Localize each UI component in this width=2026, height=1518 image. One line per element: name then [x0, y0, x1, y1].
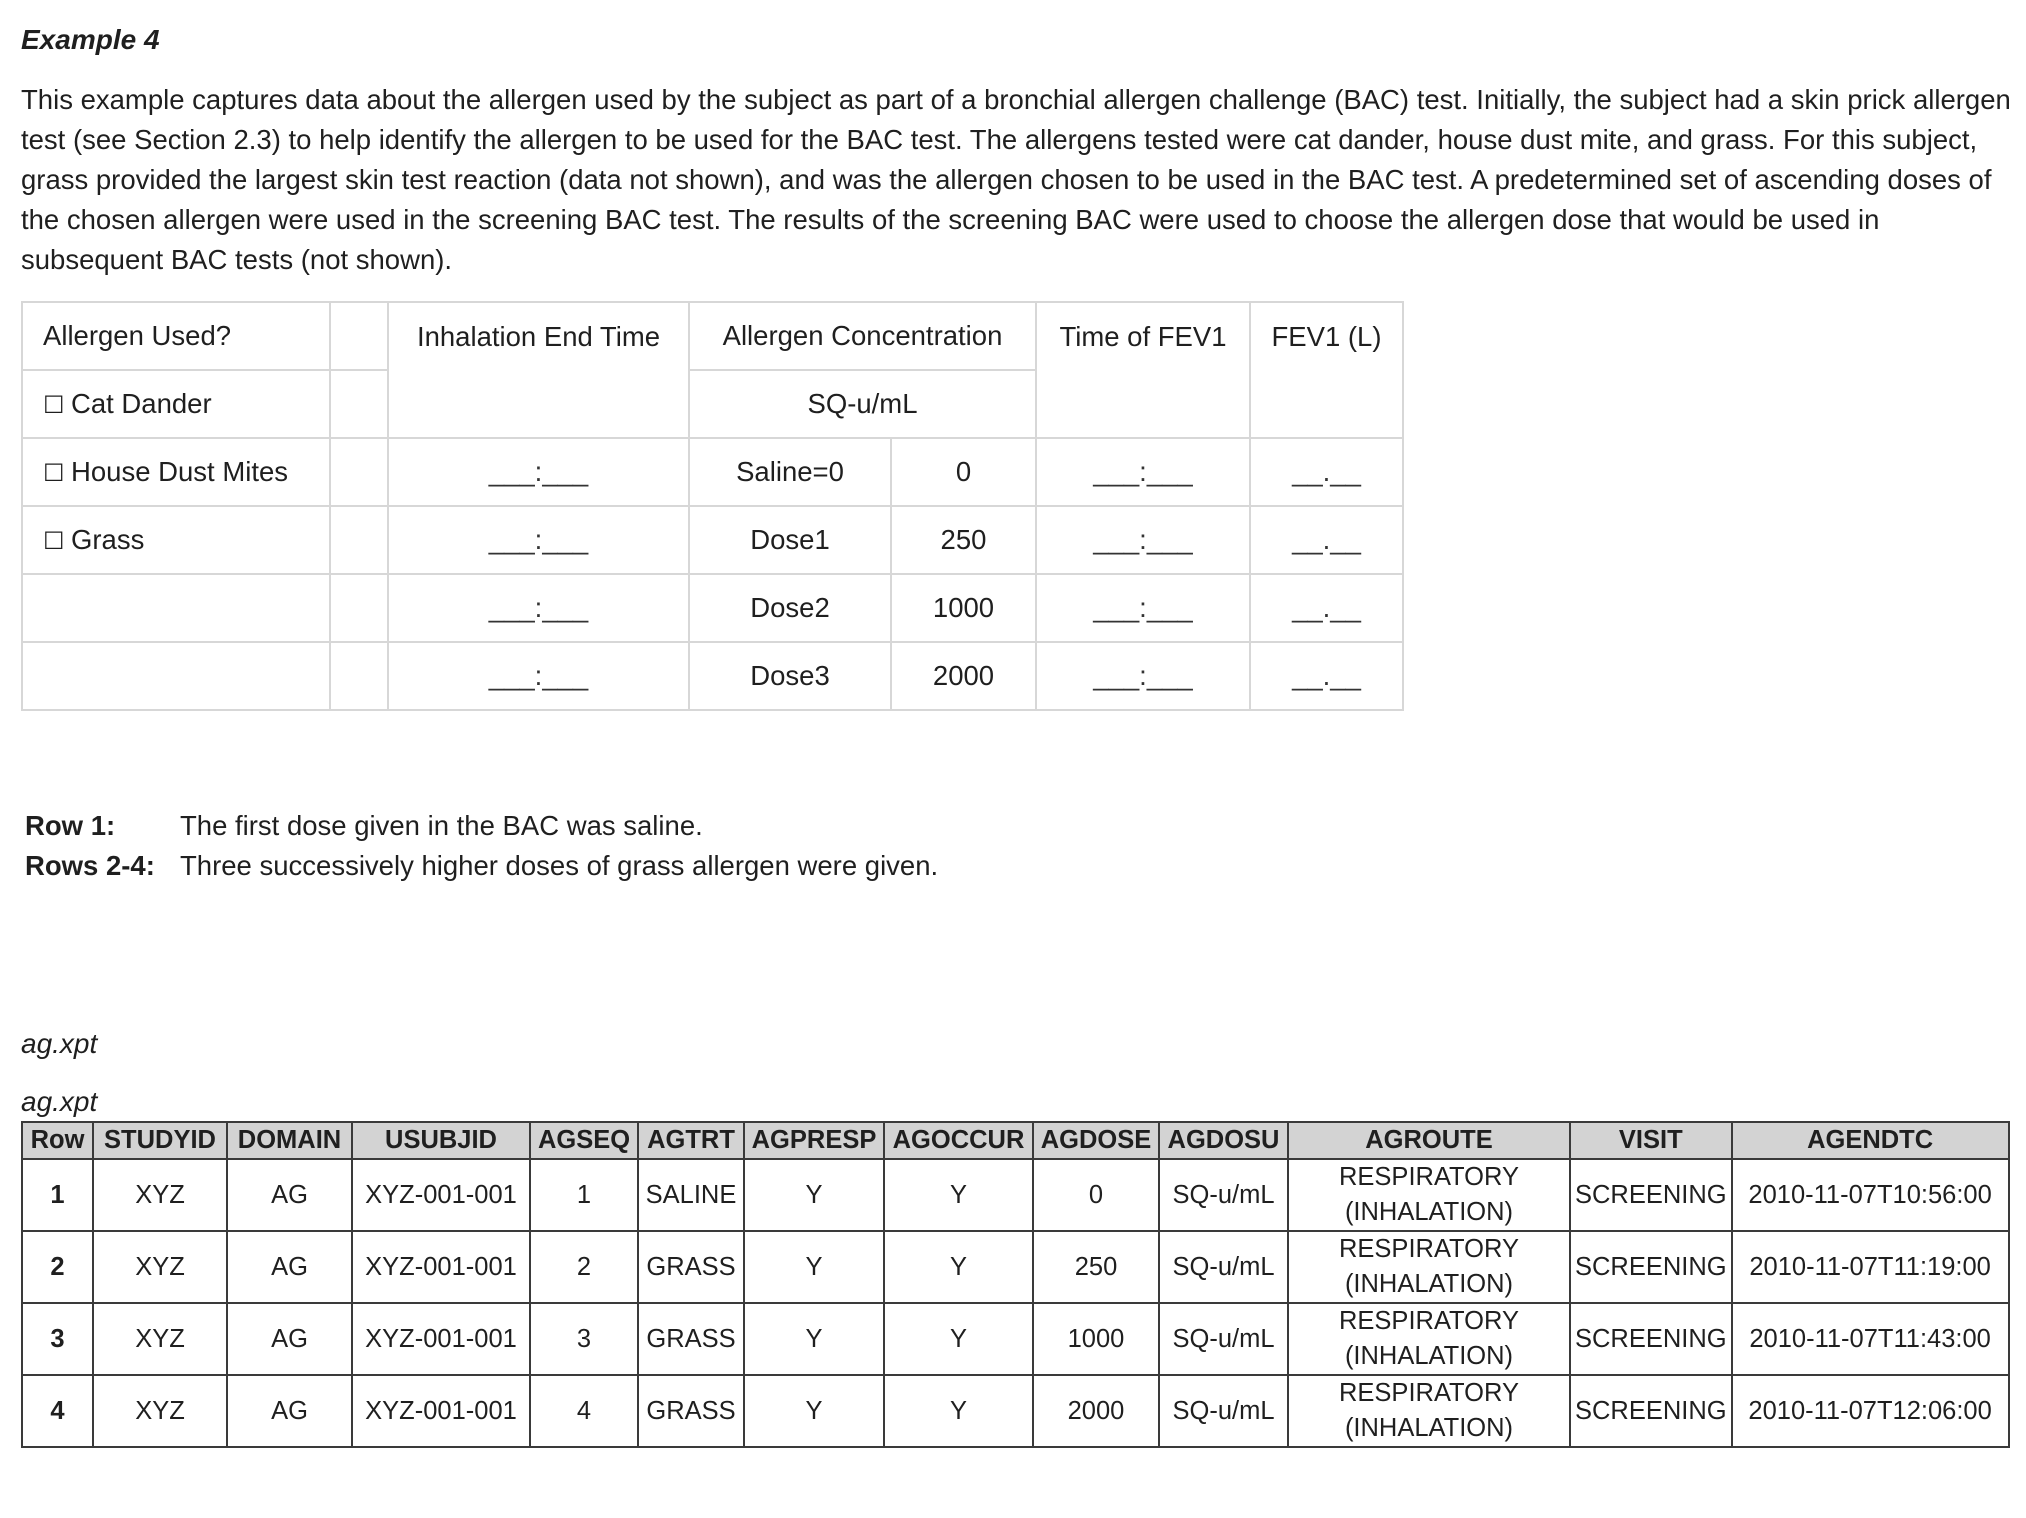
dataset-label: ag.xpt [21, 1028, 98, 1059]
cell-agoccur: Y [884, 1231, 1033, 1303]
cell-row: 3 [22, 1303, 93, 1375]
cell-agtrt: GRASS [638, 1303, 744, 1375]
cell-agroute: RESPIRATORY (INHALATION) [1288, 1375, 1570, 1447]
spacer-cell [330, 370, 388, 438]
column-header-agpresp: AGPRESP [744, 1122, 884, 1159]
checkbox-icon[interactable]: ☐ [43, 528, 65, 555]
cell-agroute: RESPIRATORY (INHALATION) [1288, 1231, 1570, 1303]
fev1-time-field[interactable]: ___:___ [1036, 438, 1250, 506]
cell-agpresp: Y [744, 1303, 884, 1375]
concentration-unit: SQ-u/mL [689, 370, 1036, 438]
header-fev1: FEV1 (L) [1250, 302, 1403, 438]
cell-agdose: 2000 [1033, 1375, 1159, 1447]
cell-agseq: 1 [530, 1159, 638, 1231]
empty-cell [22, 574, 330, 642]
checkbox-icon[interactable]: ☐ [43, 460, 65, 487]
cell-studyid: XYZ [93, 1159, 227, 1231]
cell-agroute: RESPIRATORY (INHALATION) [1288, 1303, 1570, 1375]
column-header-agroute: AGROUTE [1288, 1122, 1570, 1159]
spacer-cell [330, 438, 388, 506]
cell-agroute: RESPIRATORY (INHALATION) [1288, 1159, 1570, 1231]
column-header-studyid: STUDYID [93, 1122, 227, 1159]
cell-agendtc: 2010-11-07T11:19:00 [1732, 1231, 2009, 1303]
column-header-usubjid: USUBJID [352, 1122, 530, 1159]
spacer-cell [330, 302, 388, 370]
fev1-time-field[interactable]: ___:___ [1036, 574, 1250, 642]
cell-visit: SCREENING [1570, 1375, 1732, 1447]
note-label: Rows 2-4: [25, 850, 155, 881]
cell-agdose: 250 [1033, 1231, 1159, 1303]
cell-agtrt: GRASS [638, 1375, 744, 1447]
header-inhalation-end-time: Inhalation End Time [388, 302, 689, 438]
column-header-visit: VISIT [1570, 1122, 1732, 1159]
cell-row: 4 [22, 1375, 93, 1447]
column-header-agdosu: AGDOSU [1159, 1122, 1288, 1159]
cell-agdosu: SQ-u/mL [1159, 1159, 1288, 1231]
cell-domain: AG [227, 1231, 352, 1303]
dose-label: Dose2 [689, 574, 891, 642]
cell-agdose: 0 [1033, 1159, 1159, 1231]
note-text: The first dose given in the BAC was saline. [180, 810, 703, 841]
dataset-label: ag.xpt [21, 1086, 98, 1117]
cell-domain: AG [227, 1159, 352, 1231]
dose-value: 1000 [891, 574, 1036, 642]
cell-studyid: XYZ [93, 1375, 227, 1447]
cell-agoccur: Y [884, 1303, 1033, 1375]
cell-usubjid: XYZ-001-001 [352, 1303, 530, 1375]
fev1-value-field[interactable]: __.__ [1250, 574, 1403, 642]
spacer-cell [330, 574, 388, 642]
cell-agdosu: SQ-u/mL [1159, 1303, 1288, 1375]
cell-agdosu: SQ-u/mL [1159, 1231, 1288, 1303]
cell-agendtc: 2010-11-07T10:56:00 [1732, 1159, 2009, 1231]
note-label: Row 1: [25, 810, 116, 841]
crf-table [21, 301, 1404, 711]
dose-value: 250 [891, 506, 1036, 574]
checkbox-icon[interactable]: ☐ [43, 392, 65, 419]
ag-dataset-table [21, 1121, 2010, 1448]
fev1-time-field[interactable]: ___:___ [1036, 506, 1250, 574]
document-page [21, 20, 2011, 1442]
cell-row: 1 [22, 1159, 93, 1231]
column-header-agendtc: AGENDTC [1732, 1122, 2009, 1159]
cell-visit: SCREENING [1570, 1231, 1732, 1303]
cell-agseq: 2 [530, 1231, 638, 1303]
row-notes [25, 806, 938, 886]
cell-agpresp: Y [744, 1375, 884, 1447]
header-allergen-used: Allergen Used? [22, 302, 330, 370]
fev1-time-field[interactable]: ___:___ [1036, 642, 1250, 710]
table-row [22, 1303, 2009, 1375]
cell-usubjid: XYZ-001-001 [352, 1231, 530, 1303]
cell-agoccur: Y [884, 1159, 1033, 1231]
allergen-option-house-dust-mites[interactable]: ☐ House Dust Mites [22, 438, 330, 506]
dataset-header-row [22, 1122, 2009, 1159]
dose-label: Dose3 [689, 642, 891, 710]
dose-value: 2000 [891, 642, 1036, 710]
column-header-domain: DOMAIN [227, 1122, 352, 1159]
header-time-of-fev1: Time of FEV1 [1036, 302, 1250, 438]
column-header-agdose: AGDOSE [1033, 1122, 1159, 1159]
cell-agendtc: 2010-11-07T12:06:00 [1732, 1375, 2009, 1447]
column-header-agoccur: AGOCCUR [884, 1122, 1033, 1159]
dataset-body [22, 1159, 2009, 1447]
column-header-agseq: AGSEQ [530, 1122, 638, 1159]
cell-agseq: 3 [530, 1303, 638, 1375]
cell-agendtc: 2010-11-07T11:43:00 [1732, 1303, 2009, 1375]
inhalation-end-time-field[interactable]: ___:___ [388, 642, 689, 710]
cell-row: 2 [22, 1231, 93, 1303]
cell-domain: AG [227, 1303, 352, 1375]
cell-agtrt: GRASS [638, 1231, 744, 1303]
cell-usubjid: XYZ-001-001 [352, 1375, 530, 1447]
fev1-value-field[interactable]: __.__ [1250, 506, 1403, 574]
table-row [22, 1159, 2009, 1231]
header-allergen-concentration: Allergen Concentration [689, 302, 1036, 370]
empty-cell [22, 642, 330, 710]
inhalation-end-time-field[interactable]: ___:___ [388, 506, 689, 574]
inhalation-end-time-field[interactable]: ___:___ [388, 438, 689, 506]
cell-studyid: XYZ [93, 1303, 227, 1375]
cell-agpresp: Y [744, 1231, 884, 1303]
column-header-agtrt: AGTRT [638, 1122, 744, 1159]
cell-visit: SCREENING [1570, 1159, 1732, 1231]
fev1-value-field[interactable]: __.__ [1250, 438, 1403, 506]
cell-domain: AG [227, 1375, 352, 1447]
allergen-option-cat-dander[interactable]: ☐ Cat Dander [22, 370, 330, 438]
cell-agseq: 4 [530, 1375, 638, 1447]
cell-agoccur: Y [884, 1375, 1033, 1447]
intro-paragraph: This example captures data about the allergen used by the subject as part of a bronchial allergen challenge (BAC) test. Initially, the subject had a skin prick allergen test (see Section 2.3) to help identify the allergen to be used for the BAC test. The allergens tested were cat dander, house dust mite, and grass. For this subject, grass provided the largest skin test reaction (data not shown), and was the allergen chosen to be used in the BAC test. A predetermined set of ascending doses of the chosen allergen were used in the screening BAC test. The results of the screening BAC were used to choose the allergen dose that would be used in subsequent BAC tests (not shown). [21, 84, 2011, 275]
cell-usubjid: XYZ-001-001 [352, 1159, 530, 1231]
cell-studyid: XYZ [93, 1231, 227, 1303]
table-row [22, 1231, 2009, 1303]
column-header-row: Row [22, 1122, 93, 1159]
cell-agtrt: SALINE [638, 1159, 744, 1231]
dose-label: Dose1 [689, 506, 891, 574]
dose-label: Saline=0 [689, 438, 891, 506]
spacer-cell [330, 642, 388, 710]
cell-agdose: 1000 [1033, 1303, 1159, 1375]
cell-agdosu: SQ-u/mL [1159, 1375, 1288, 1447]
fev1-value-field[interactable]: __.__ [1250, 642, 1403, 710]
spacer-cell [330, 506, 388, 574]
table-row [22, 1375, 2009, 1447]
cell-visit: SCREENING [1570, 1303, 1732, 1375]
note-row [25, 846, 938, 886]
note-row [25, 806, 938, 846]
cell-agpresp: Y [744, 1159, 884, 1231]
example-title: Example 4 [21, 24, 160, 55]
note-text: Three successively higher doses of grass allergen were given. [180, 850, 939, 881]
allergen-option-grass[interactable]: ☐ Grass [22, 506, 330, 574]
inhalation-end-time-field[interactable]: ___:___ [388, 574, 689, 642]
dose-value: 0 [891, 438, 1036, 506]
